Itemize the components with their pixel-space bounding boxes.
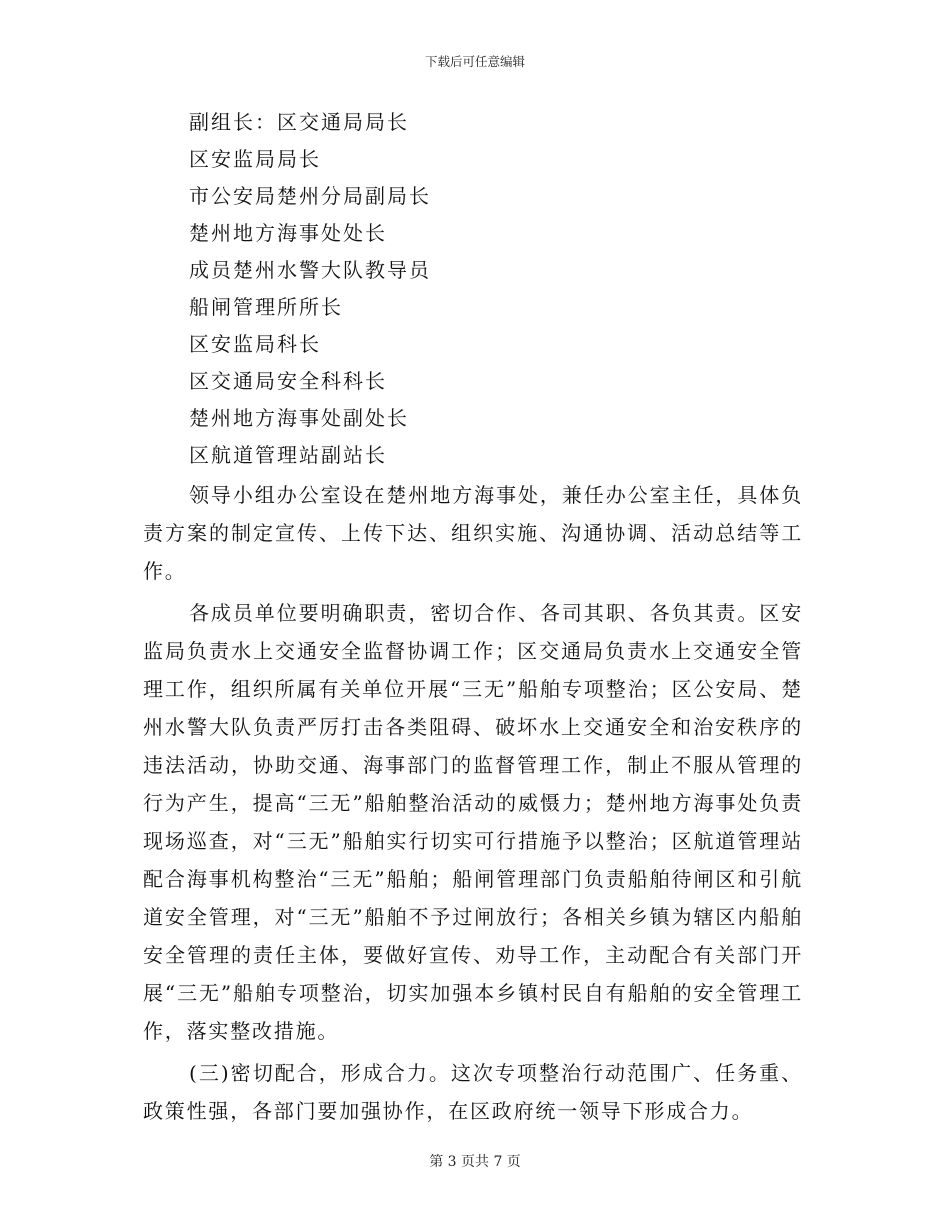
roster-line: 副组长：区交通局局长 xyxy=(189,110,409,134)
roster-line: 楚州地方海事处副处长 xyxy=(189,406,409,430)
roster-line: 市公安局楚州分局副局长 xyxy=(189,184,431,208)
member-roster xyxy=(143,104,803,474)
cooperation-paragraph: (三)密切配合，形成合力。这次专项整治行动范围广、任务重、政策性强，各部门要加强协作，在区政府统一领导下形成合力。 xyxy=(143,1061,803,1123)
roster-line: 区安监局局长 xyxy=(189,147,321,171)
page-number: 第 3 页共 7 页 xyxy=(429,1154,521,1170)
roster-line: 区安监局科长 xyxy=(189,332,321,356)
roster-line: 船闸管理所所长 xyxy=(189,295,343,319)
roster-line: 区航道管理站副站长 xyxy=(189,443,387,467)
document-body xyxy=(143,104,803,1130)
roster-line: 楚州地方海事处处长 xyxy=(189,221,387,245)
roster-line: 成员楚州水警大队教导员 xyxy=(189,258,431,282)
office-paragraph: 领导小组办公室设在楚州地方海事处，兼任办公室主任，具体负责方案的制定宣传、上传下达、组织实施、沟通协调、活动总结等工作。 xyxy=(143,483,803,583)
roster-line: 区交通局安全科科长 xyxy=(189,369,387,393)
page-header: 下载后可任意编辑 xyxy=(424,54,525,69)
responsibilities-paragraph: 各成员单位要明确职责，密切合作、各司其职、各负其责。区安监局负责水上交通安全监督协调工作；区交通局负责水上交通安全管理工作，组织所属有关单位开展“三无”船舶专项整治；区公安局、楚州水警大队负责严厉打击各类阻碍、破坏水上交通安全和治安秩序的违法活动，协助交通、海事部门的监督管理工作，制止不服从管理的行为产生，提高“三无”船舶整治活动的威慑力；楚州地方海事处负责现场巡查，对“三无”船舶实行切实可行措施予以整治；区航道管理站配合海事机构整治“三无”船舶；船闸管理部门负责船舶待闸区和引航道安全管理，对“三无”船舶不予过闸放行；各相关乡镇为辖区内船舶安全管理的责任主体，要做好宣传、劝导工作，主动配合有关部门开展“三无”船舶专项整治，切实加强本乡镇村民自有船舶的安全管理工作，落实整改措施。 xyxy=(143,601,803,1043)
